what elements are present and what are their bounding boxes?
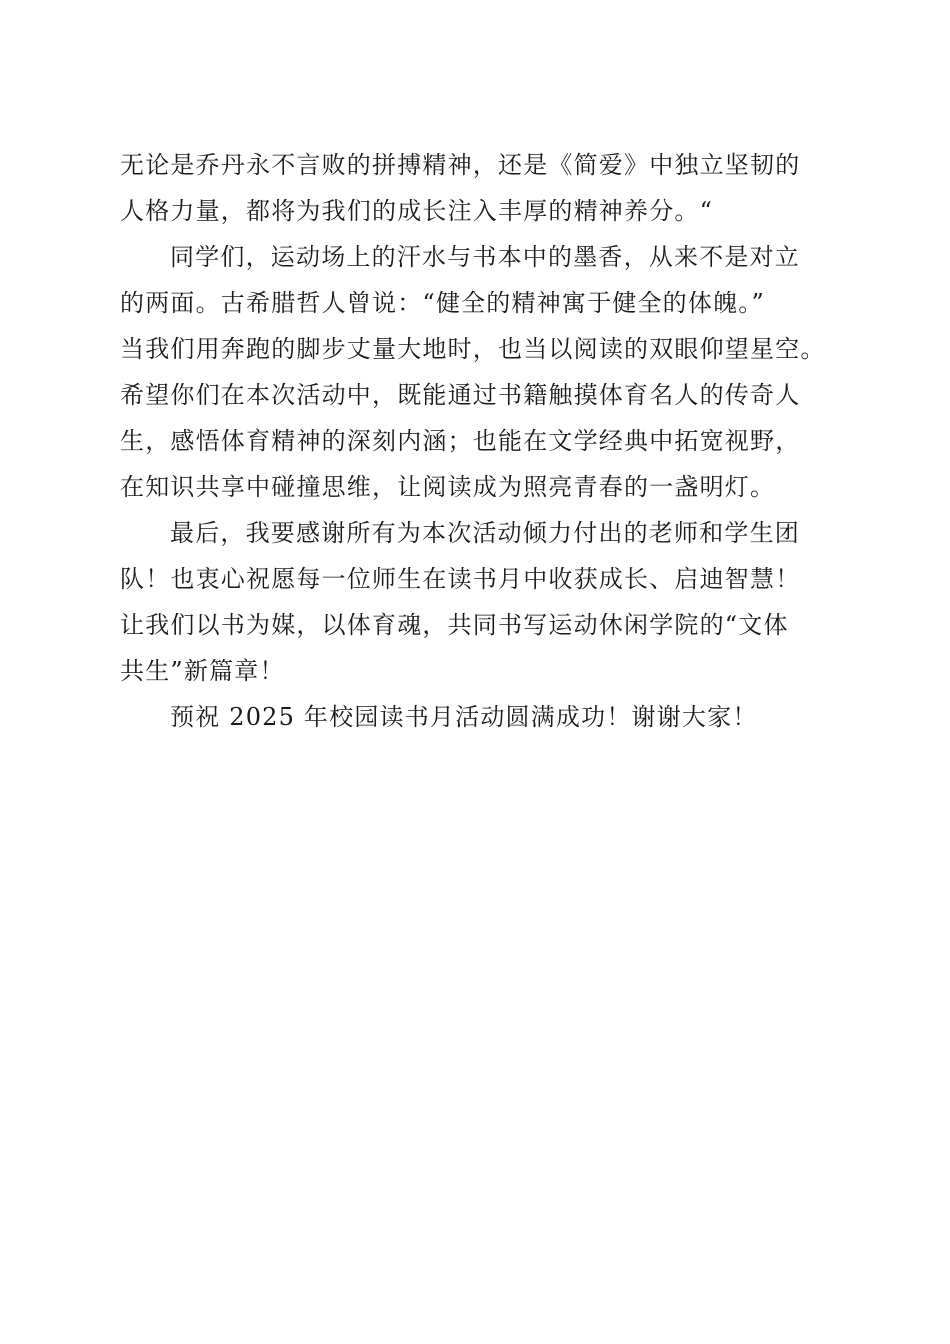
text-line-10: 队！也衷心祝愿每一位师生在读书月中收获成长、启迪智慧！ bbox=[120, 565, 801, 593]
paragraph-start-line: 最后，我要感谢所有为本次活动倾力付出的老师和学生团 bbox=[170, 519, 800, 547]
text-line-6: 希望你们在本次活动中，既能通过书籍触摸体育名人的传奇人 bbox=[120, 381, 801, 409]
text-line-1: 无论是乔丹永不言败的拼搏精神，还是《简爱》中独立坚韧的 bbox=[120, 151, 801, 179]
text-line-2: 人格力量，都将为我们的成长注入丰厚的精神养分。“ bbox=[120, 197, 714, 225]
closing-line: 预祝 2025 年校园读书月活动圆满成功！谢谢大家！ bbox=[170, 703, 758, 731]
text-line-4: 的两面。古希腊哲人曾说：“健全的精神寓于健全的体魄。” bbox=[120, 289, 765, 317]
text-line-11: 让我们以书为媒，以体育魂，共同书写运动休闲学院的“文体 bbox=[120, 611, 789, 639]
paragraph-start-line: 同学们，运动场上的汗水与书本中的墨香，从来不是对立 bbox=[170, 243, 800, 271]
body-text bbox=[120, 142, 840, 740]
text-line-12: 共生”新篇章！ bbox=[120, 657, 285, 685]
text-line-8: 在知识共享中碰撞思维，让阅读成为照亮青春的一盏明灯。 bbox=[120, 473, 776, 501]
text-line-5: 当我们用奔跑的脚步丈量大地时，也当以阅读的双眼仰望星空。 bbox=[120, 335, 826, 363]
text-line-7: 生，感悟体育精神的深刻内涵；也能在文学经典中拓宽视野， bbox=[120, 427, 801, 455]
